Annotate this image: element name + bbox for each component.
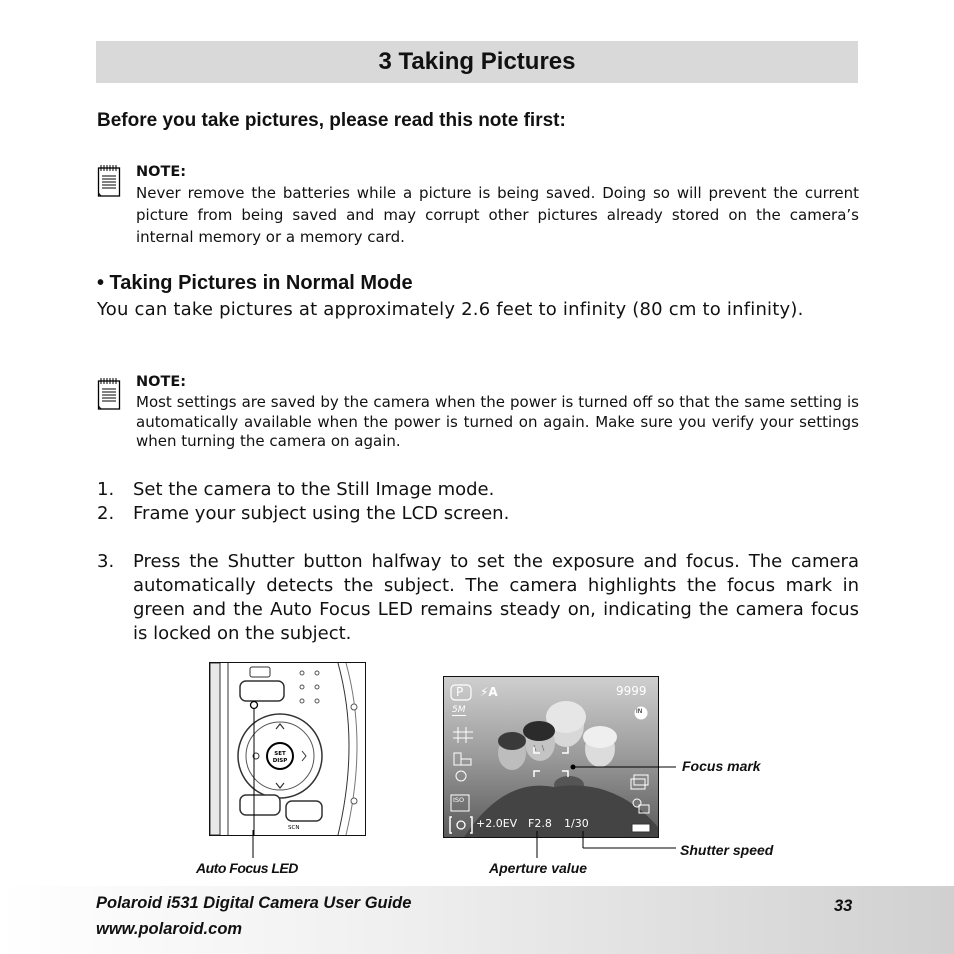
camera-drawing [210,663,365,835]
page-number: 33 [834,897,853,915]
lcd-iso: ISO [453,796,465,804]
note-label: NOTE: [136,164,187,180]
led-callout-line [240,830,260,860]
disp-label: DISP [272,758,288,764]
note-label: NOTE: [136,374,187,390]
lcd-shutter: 1/30 [564,817,589,830]
lcd-flash: ⚡A [480,685,498,699]
lcd-memory: IN [636,708,643,715]
section-body: You can take pictures at approximately 2.6 feet to infinity (80 cm to infinity). [97,299,804,320]
step-item [97,502,859,526]
lcd-resolution: 5M [452,705,466,715]
step-number: 1. [97,479,115,500]
section-heading: • Taking Pictures in Normal Mode [97,272,413,294]
notepad-icon [97,164,121,198]
lcd-shot-count: 9999 [616,684,647,698]
callout-lines [440,740,680,860]
step-item [97,478,859,502]
step-number: 2. [97,503,115,524]
note-text: Never remove the batteries while a picture is being saved. Doing so will prevent the current picture from being saved and may corrupt other pictures already stored on the camera’s internal memory or a memory card. [136,184,859,246]
scn-label: SCN [288,825,300,831]
camera-back-illustration [209,662,366,836]
lcd-mode: P [456,685,464,699]
notepad-icon [97,377,121,411]
lcd-ev: +2.0EV [476,817,518,830]
step-text: Frame your subject using the LCD screen. [133,503,510,524]
auto-focus-led-caption: Auto Focus LED [196,860,298,876]
intro-heading: Before you take pictures, please read this note first: [97,110,566,131]
aperture-value-caption: Aperture value [489,860,588,876]
step-text: Press the Shutter button halfway to set the exposure and focus. The camera automatically detects the subject. The camera highlights the focus mark in green and the Auto Focus LED remains steady on, indicating the camera focus is locked on the subject. [133,551,859,644]
set-label: SET [274,751,286,757]
focus-mark-caption: Focus mark [682,758,761,774]
step-number: 3. [97,551,115,572]
shutter-speed-caption: Shutter speed [680,842,774,858]
step-item [97,550,859,650]
website: www.polaroid.com [96,920,243,938]
guide-title: Polaroid i531 Digital Camera User Guide [96,894,412,912]
step-text: Set the camera to the Still Image mode. [133,479,495,500]
note-text: Most settings are saved by the camera when the power is turned off so that the same setting is automatically available when the power is turned on again. Make sure you verify your settings when turning the camera on again. [136,393,859,450]
page-title: 3 Taking Pictures [378,48,576,75]
lcd-aperture: F2.8 [528,817,552,830]
